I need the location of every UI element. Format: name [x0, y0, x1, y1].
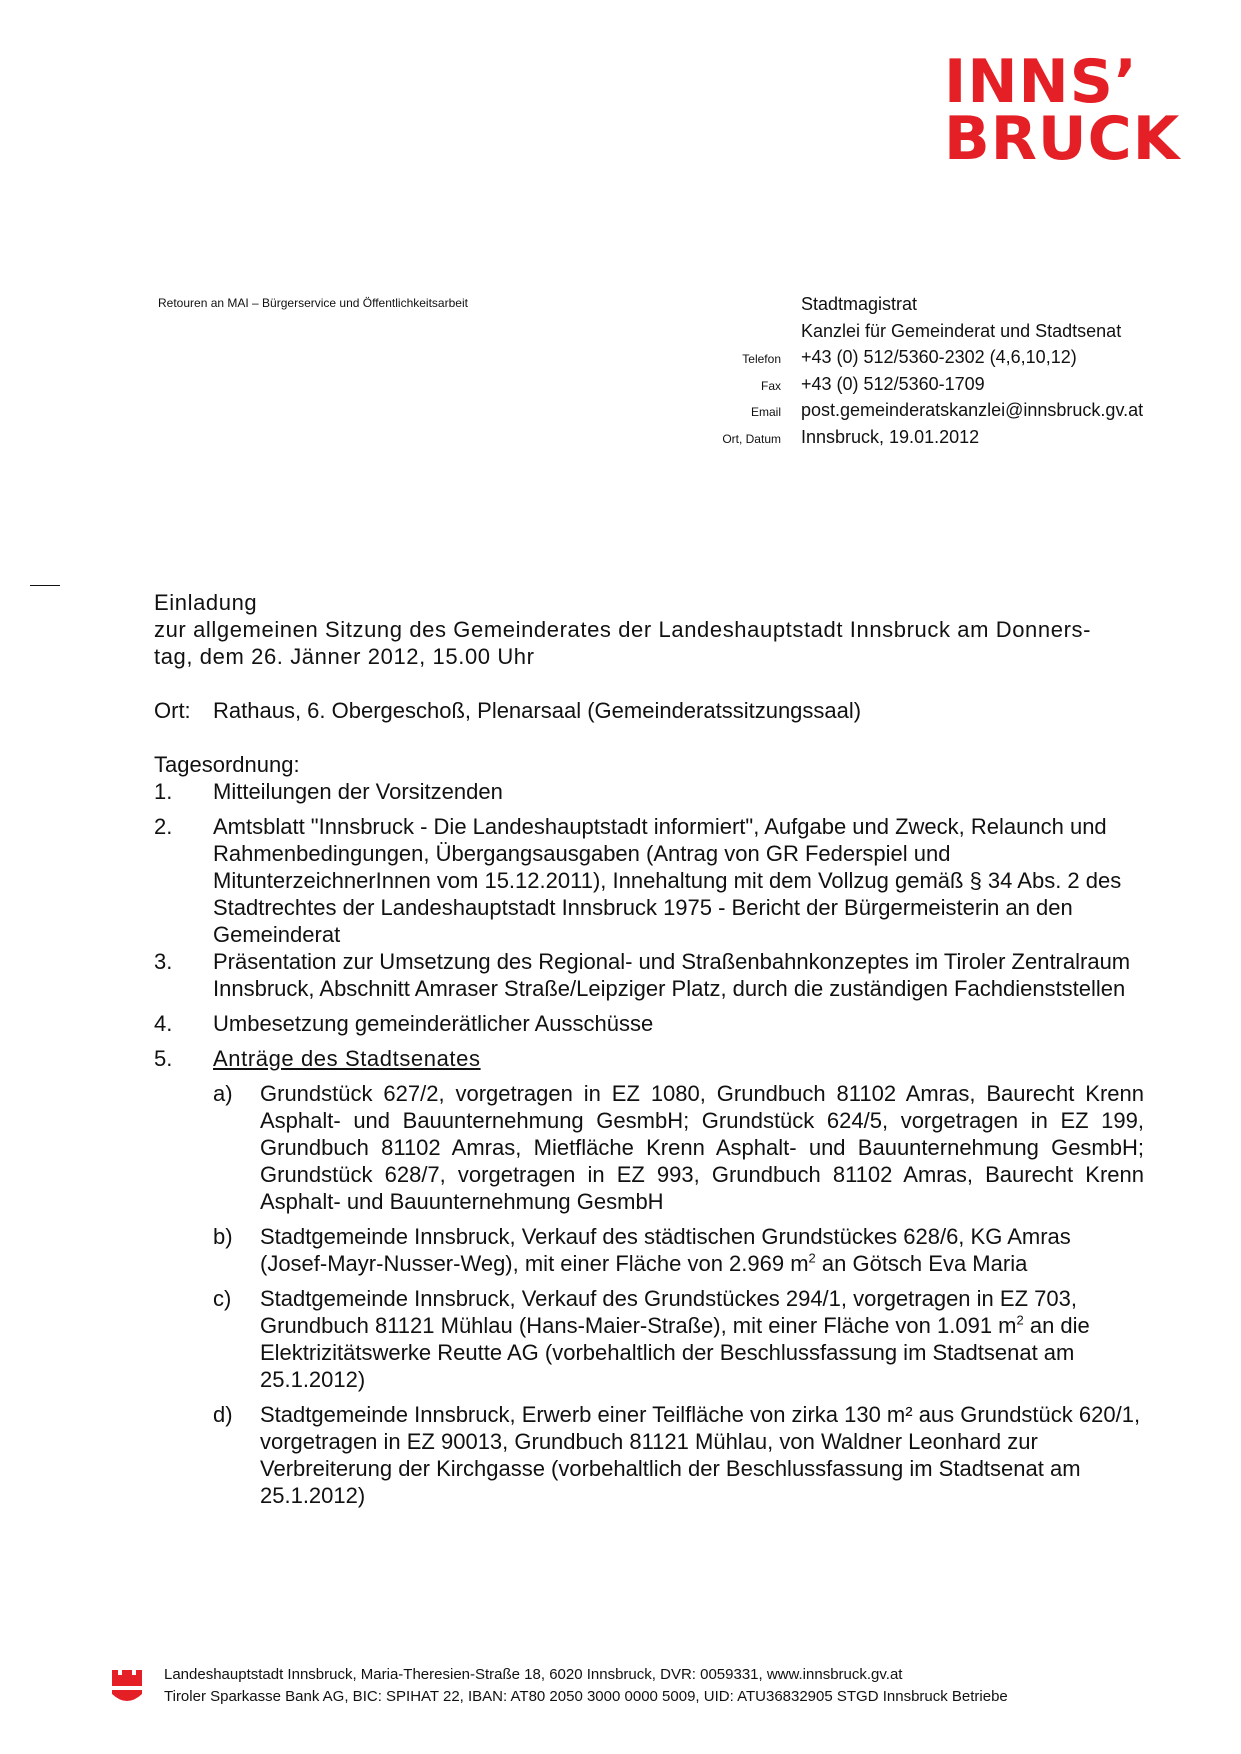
innsbruck-logo — [944, 47, 1194, 174]
logo-line-1: INNS’ — [944, 47, 1138, 117]
contact-row-fax — [600, 374, 1220, 401]
agenda-subitem — [213, 1401, 1144, 1509]
agenda-subitem — [213, 1223, 1144, 1277]
department: Stadtmagistrat — [801, 294, 918, 314]
agenda-subitem — [213, 1080, 1144, 1215]
agenda-item-number: 4. — [154, 1011, 173, 1036]
letter-body — [154, 589, 1144, 1509]
location-label: Ort: — [154, 698, 191, 723]
contact-row-office — [600, 321, 1220, 348]
invitation-line-2: tag, dem 26. Jänner 2012, 15.00 Uhr — [154, 644, 535, 669]
office-name: Kanzlei für Gemeinderat und Stadtsenat — [801, 320, 1122, 341]
contact-row-dept — [600, 294, 1220, 321]
agenda-subitem — [213, 1285, 1144, 1393]
subitem-text: Stadtgemeinde Innsbruck, Erwerb einer Teilfläche von zirka 130 m² aus Grundstück 620/1, vorgetragen in EZ 90013, Grundbuch 81121 Mühlau, von Waldner Leonhard zur Verbreiterung der Kirchgasse (vorbehaltlich der Beschlussfassung im Stadtsenat am 25.1.2012) — [260, 1402, 1141, 1508]
agenda-item-text: Umbesetzung gemeinderätlicher Ausschüsse — [213, 1011, 654, 1036]
invitation-title: Einladung — [154, 590, 258, 615]
fold-marker — [30, 585, 60, 586]
agenda-heading: Tagesordnung: — [154, 752, 300, 777]
agenda-item-text: Mitteilungen der Vorsitzenden — [213, 779, 503, 804]
contact-block — [600, 294, 1220, 453]
return-address: Retouren an MAI – Bürgerservice und Öffentlichkeitsarbeit — [158, 296, 468, 310]
date-label: Ort, Datum — [722, 431, 781, 446]
agenda-item-text: Amtsblatt "Innsbruck - Die Landeshauptstadt informiert", Aufgabe und Zweck, Relaunch und Rahmenbedingungen, Übergangsausgaben (Antrag von GR Federspiel und MitunterzeichnerInnen vom 15.12.2011), Innehaltung mit dem Vollzug gemäß § 34 Abs. 2 des Stadtrechtes der Landeshauptstadt Innsbruck 1975 - Bericht der Bürgermeisterin an den Gemeinderat — [213, 814, 1122, 947]
city-coat-of-arms-icon — [110, 1666, 144, 1706]
subitem-text: Stadtgemeinde Innsbruck, Verkauf des städtischen Grundstückes 628/6, KG Amras (Josef-Mayr-Nusser-Weg), mit einer Fläche von 2.969 $m^2$ an Götsch Eva Maria — [260, 1224, 1071, 1276]
phone-label: Telefon — [742, 352, 781, 366]
contact-row-phone — [600, 347, 1220, 374]
contact-row-email — [600, 400, 1220, 427]
footer-text — [164, 1664, 1008, 1708]
agenda-item-text: Präsentation zur Umsetzung des Regional- und Straßenbahnkonzeptes im Tiroler Zentralraum Innsbruck, Abschnitt Amraser Straße/Leipziger Platz, durch die zuständigen Fachdienststellen — [213, 949, 1131, 1001]
fax-label: Fax — [760, 378, 781, 393]
date-value: Innsbruck, 19.01.2012 — [801, 426, 980, 447]
location-value: Rathaus, 6. Obergeschoß, Plenarsaal (Gemeinderatssitzungssaal) — [213, 698, 862, 723]
agenda-item-number: 2. — [154, 814, 173, 839]
footer — [110, 1664, 1210, 1708]
agenda-item — [154, 813, 1144, 948]
agenda-item-number: 5. — [154, 1046, 173, 1071]
location — [154, 697, 1144, 724]
footer-line-1: Landeshauptstadt Innsbruck, Maria-Theresien-Straße 18, 6020 Innsbruck, DVR: 0059331, www.innsbruck.gv.at — [164, 1666, 903, 1683]
fax-value: +43 (0) 512/5360-1709 — [801, 373, 985, 394]
subitem-letter: a) — [213, 1081, 233, 1106]
subitem-text: Grundstück 627/2, vorgetragen in EZ 1080, Grundbuch 81102 Amras, Baurecht Krenn Asphalt- und Bauunternehmung GesmbH; Grundstück 624/5, vorgetragen in EZ 199, Grundbuch 81102 Amras, Mietfläche Krenn Asphalt- und Bauunternehmung GesmbH; Grundstück 628/7, vorgetragen in EZ 993, Grundbuch 81102 Amras, Baurecht Krenn Asphalt- und Bauunternehmung GesmbH — [260, 1081, 1144, 1214]
footer-line-2: Tiroler Sparkasse Bank AG, BIC: SPIHAT 22, IBAN: AT80 2050 3000 0000 5009, UID: ATU36832905 STGD Innsbruck Betriebe — [164, 1688, 1008, 1705]
invitation-line-1: zur allgemeinen Sitzung des Gemeinderates der Landeshauptstadt Innsbruck am Donners- — [154, 617, 1092, 642]
logo-line-2: BRUCK — [944, 104, 1181, 174]
subitem-letter: b) — [213, 1224, 233, 1249]
agenda-list — [154, 778, 1144, 1509]
agenda-item-number: 3. — [154, 949, 173, 974]
agenda-item — [154, 1045, 1144, 1072]
agenda-item — [154, 1010, 1144, 1037]
contact-row-date — [600, 427, 1220, 454]
phone-value: +43 (0) 512/5360-2302 (4,6,10,12) — [801, 347, 1077, 367]
subitem-text: Stadtgemeinde Innsbruck, Verkauf des Grundstückes 294/1, vorgetragen in EZ 703, Grundbuch 81121 Mühlau (Hans-Maier-Straße), mit einer Fläche von 1.091 $m^2$ an die Elektrizitätswerke Reutte AG (vorbehaltlich der Beschlussfassung im Stadtsenat am 25.1.2012) — [260, 1286, 1090, 1392]
agenda-item — [154, 778, 1144, 805]
agenda-item-number: 1. — [154, 779, 173, 804]
agenda-item — [154, 948, 1144, 1002]
agenda-item-text: Anträge des Stadtsenates — [213, 1046, 481, 1071]
email-label: Email — [750, 405, 781, 419]
email-value[interactable]: post.gemeinderatskanzlei@innsbruck.gv.at — [801, 400, 1144, 420]
subitem-letter: d) — [213, 1402, 233, 1427]
subitem-letter: c) — [213, 1286, 232, 1311]
